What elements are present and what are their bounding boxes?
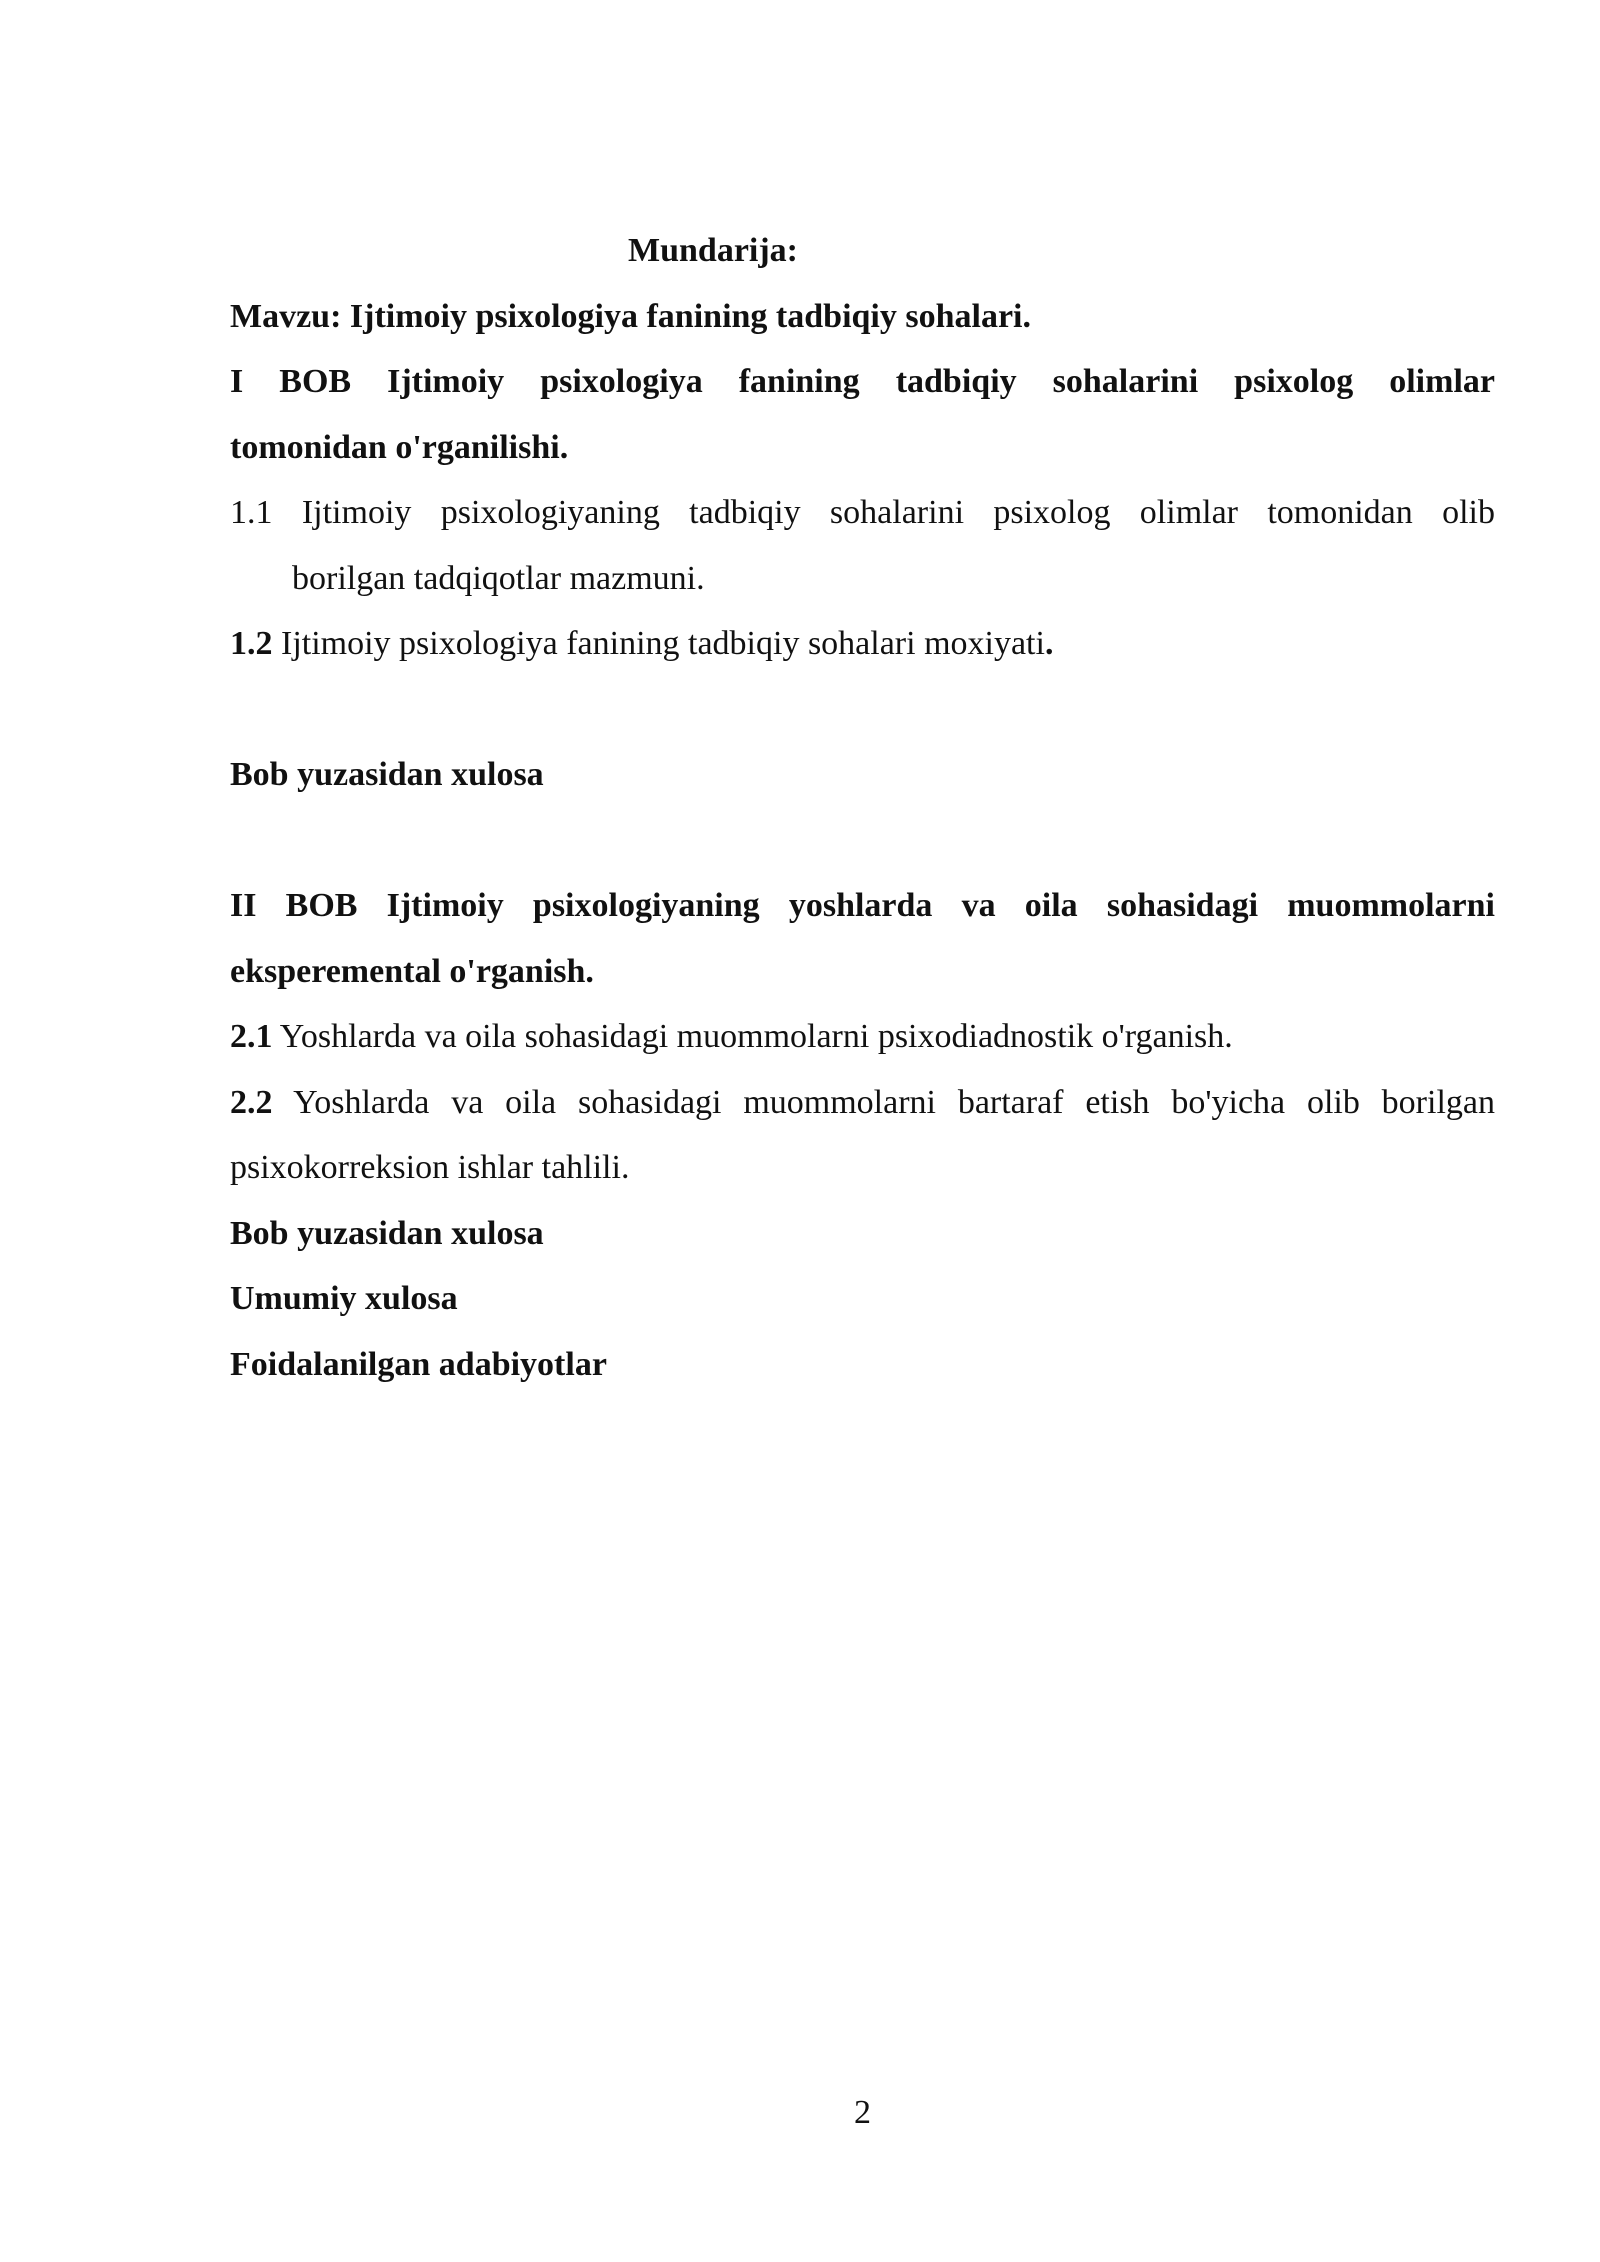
references: Foidalanilgan adabiyotlar [230,1345,607,1383]
section-1-2-number: 1.2 [230,625,273,662]
section-1-2-text: Ijtimoiy psixologiya fanining tadbiqiy sohalari moxiyati [272,625,1045,662]
section-1-2 [230,611,1495,677]
chapter1-conclusion: Bob yuzasidan xulosa [230,756,544,793]
page-number: 2 [854,2094,871,2131]
section-2-2-number: 2.2 [230,1083,273,1121]
section-2-1-text: Yoshlarda va oila sohasidagi muommolarni psixodiadnostik o'rganish. [272,1018,1233,1055]
spacer [230,808,1495,874]
topic-line: Mavzu: Ijtimoiy psixologiya fanining tadbiqiy sohalari. [230,297,1031,335]
chapter2-conclusion: Bob yuzasidan xulosa [230,1214,544,1252]
chapter2-heading-line1: II BOB Ijtimoiy psixologiyaning yoshlarda va oila sohasidagi muommolarni [230,887,1495,924]
table-of-contents [230,218,1495,1397]
section-2-2-text: Yoshlarda va oila sohasidagi muommolarni bartaraf etish bo'yicha olib borilgan [272,1083,1495,1121]
section-2-2-line2: psixokorreksion ishlar tahlili. [230,1149,630,1186]
spacer [230,677,1495,743]
section-1-1-line2: borilgan tadqiqotlar mazmuni. [292,559,705,597]
general-conclusion: Umumiy xulosa [230,1280,458,1317]
chapter1-heading-line2: tomonidan o'rganilishi. [230,428,569,466]
chapter2-heading-line2: eksperemental o'rganish. [230,952,594,990]
toc-title: Mundarija: [628,232,798,269]
section-2-1 [230,1004,1495,1070]
section-1-2-end: . [1044,625,1054,662]
chapter1-heading-line1: I BOB Ijtimoiy psixologiya fanining tadbiqiy sohalarini psixolog olimlar [230,363,1495,400]
section-2-1-number: 2.1 [230,1018,273,1055]
section-2-2-line1 [230,1070,1495,1136]
section-1-1-line1: 1.1 Ijtimoiy psixologiyaning tadbiqiy sohalarini psixolog olimlar tomonidan olib [230,494,1495,531]
